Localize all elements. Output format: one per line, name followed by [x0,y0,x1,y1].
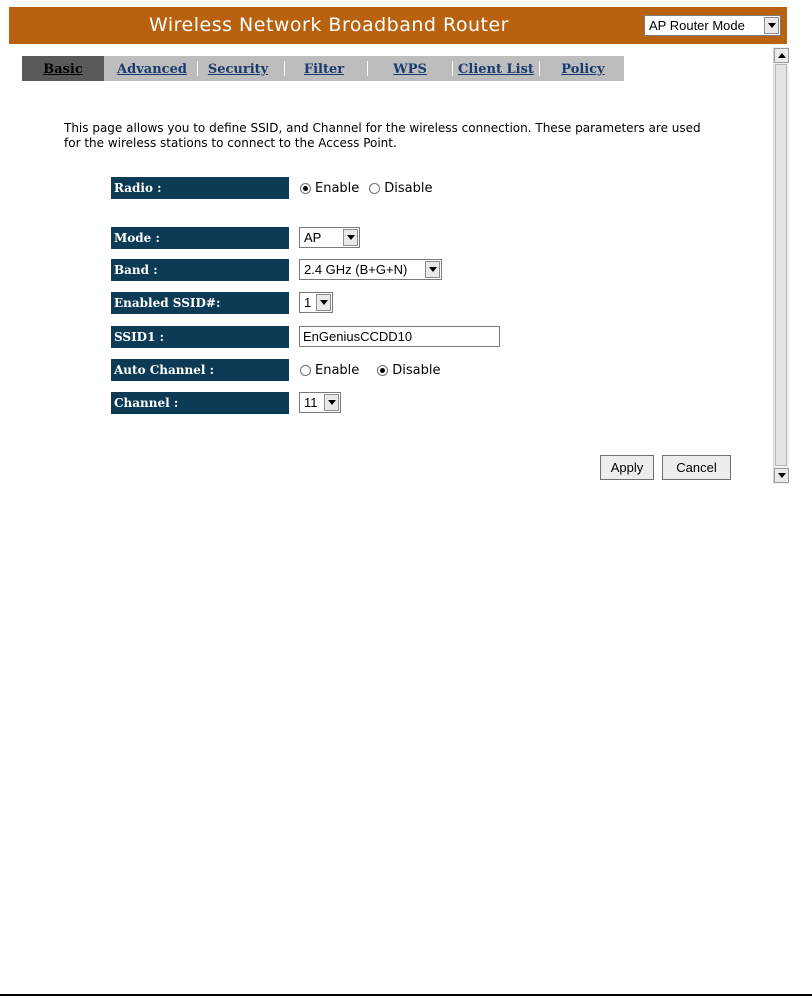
cancel-button[interactable]: Cancel [662,455,731,480]
router-mode-select[interactable] [644,15,781,36]
enabled-ssid-value: 1 [304,295,312,310]
radio-enable-option[interactable] [300,183,311,194]
channel-label: Channel : [111,392,289,414]
tab-separator [197,61,198,76]
tab-client-list[interactable]: Client List [458,62,534,77]
tab-separator [452,61,453,76]
radio-toggle-group [300,177,443,199]
tab-basic[interactable]: Basic [22,56,104,81]
tab-policy[interactable]: Policy [561,62,605,77]
ssid1-label: SSID1 : [111,326,289,348]
tab-separator [539,61,540,76]
radio-enable-label: Enable [315,180,360,196]
enabled-ssid-label: Enabled SSID#: [111,292,289,314]
scroll-up-icon[interactable] [774,48,789,63]
apply-button[interactable]: Apply [600,455,654,480]
auto-channel-disable-label: Disable [392,362,441,378]
router-mode-value: AP Router Mode [649,18,745,33]
auto-channel-enable-option[interactable] [300,365,311,376]
band-value: 2.4 GHz (B+G+N) [304,262,408,277]
bottom-divider [0,994,812,996]
tab-bar [22,56,624,81]
tab-security[interactable]: Security [207,62,269,77]
auto-channel-toggle-group [300,359,451,381]
scrollbar-thumb[interactable] [775,64,787,466]
channel-select[interactable] [299,392,341,413]
page-description: This page allows you to define SSID, and Channel for the wireless connection. These parameters are used for the wireless stations to connect to the Access Point. [64,121,701,150]
radio-disable-option[interactable] [369,183,380,194]
enabled-ssid-select[interactable] [299,292,333,313]
dropdown-arrow-icon[interactable] [764,17,779,34]
dropdown-arrow-icon[interactable] [324,394,339,411]
dropdown-arrow-icon[interactable] [425,261,440,278]
tab-separator [284,61,285,76]
app-title: Wireless Network Broadband Router [149,14,509,36]
tab-advanced[interactable]: Advanced [117,62,187,77]
radio-label: Radio : [111,177,289,199]
tab-wps[interactable]: WPS [393,62,427,77]
mode-value: AP [304,230,322,245]
radio-disable-label: Disable [384,180,433,196]
scroll-down-icon[interactable] [774,468,789,483]
mode-label: Mode : [111,227,289,249]
dropdown-arrow-icon[interactable] [343,229,358,246]
tab-filter[interactable]: Filter [303,62,345,77]
band-select[interactable] [299,259,442,280]
auto-channel-enable-label: Enable [315,362,360,378]
auto-channel-label: Auto Channel : [111,359,289,381]
dropdown-arrow-icon[interactable] [316,294,331,311]
vertical-scrollbar[interactable] [773,47,789,484]
band-label: Band : [111,259,289,281]
mode-select[interactable] [299,227,360,248]
auto-channel-disable-option[interactable] [377,365,388,376]
tab-separator [367,61,368,76]
channel-value: 11 [304,395,318,410]
ssid1-input[interactable]: EnGeniusCCDD10 [299,326,500,347]
